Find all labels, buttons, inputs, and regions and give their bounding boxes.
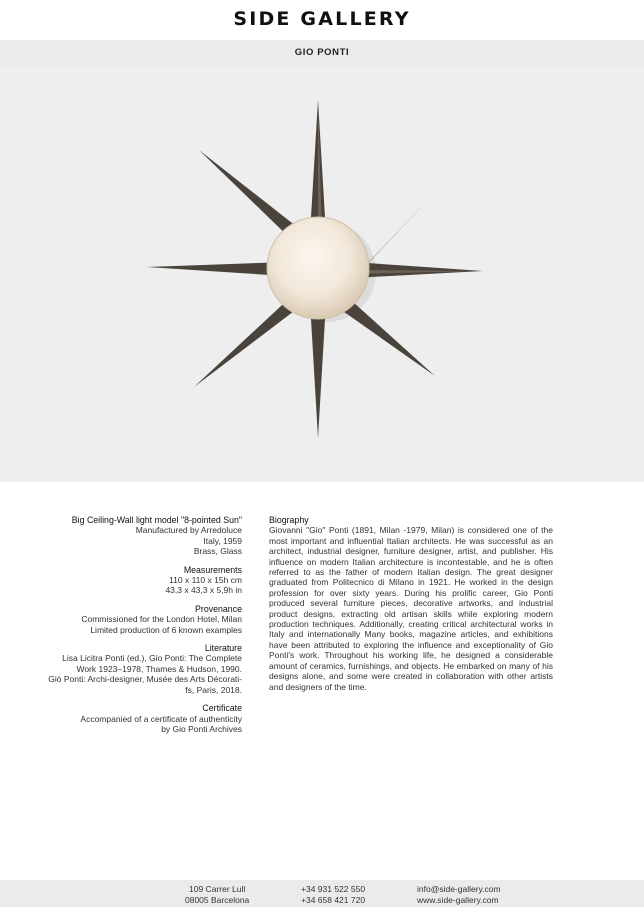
footer-address [185,884,249,906]
literature-line: Lisa Licitra Ponti (ed.), Gio Ponti: The Complete [62,653,242,664]
literature-heading: Literature [204,643,242,654]
header [0,0,644,40]
object-info [30,515,242,557]
object-title: Big Ceiling-Wall light model "8-pointed Sun" [71,515,242,525]
website-link[interactable]: www.side-gallery.com [417,895,499,905]
literature-block [30,643,242,695]
address-line: 08005 Barcelona [185,895,250,905]
measurements-block [30,565,242,596]
biography-column [269,515,553,692]
artist-bar [0,40,644,66]
certificate-block [30,703,242,734]
literature-line: Giò Ponti: Archi-designer, Musée des Arts Décorati- [48,674,242,685]
sun-lamp-image [0,66,644,482]
footer [0,880,644,907]
measurements-cm: 110 x 110 x 15h cm [169,575,242,586]
phone-number[interactable]: +34 658 421 720 [301,895,366,905]
provenance-line: Limited production of 6 known examples [90,624,242,635]
artist-name: GIO PONTI [294,47,350,58]
brand-logo: SIDE GALLERY [233,8,411,30]
measurements-in: 43,3 x 43,3 x 5,9h in [165,585,242,596]
manufacturer: Manufactured by Arredoluce [135,525,242,536]
literature-line: Work 1923–1978, Thames & Hudson, 1990. [76,663,242,674]
phone-number[interactable]: +34 931 522 550 [301,884,366,894]
biography-heading: Biography [269,515,309,525]
certificate-line: Accompanied of a certificate of authenticity [80,713,242,724]
footer-phones [301,884,365,906]
literature-line: fs, Paris, 2018. [185,684,242,695]
provenance-line: Commissioned for the London Hotel, Milan [81,614,242,625]
provenance-block [30,604,242,635]
materials: Brass, Glass [193,546,242,557]
email-link[interactable]: info@side-gallery.com [417,884,501,894]
address-line: 109 Carrer Lull [189,884,246,894]
biography-text: Giovanni "Gio" Ponti (1891, Milan -1979, Milan) is considered one of the most important and influential Italian architects. He was successful as an architect, industrial designer, furniture designer, artist, and publisher. His influence on modern Italian architecture is incontestable, and he is often referred to as the father of modern Italian design. The great designer graduated from Politecnico di Milano in 1921. He worked in the design profession for over sixty years. During his prolific career, Gio Ponti produced several furniture pieces, decorative artworks, and industrial product designs, extracting old artisan skills while exploring modern production techniques. Additionally, creating critical architectural works in Italy and internationally Many books, magazine articles, and exhibitions have been attributed to exploring the influence and exceptionality of Gio Ponti's work. Throughout his working life, he designed a considerable amount of ceramics, furnishings, and objects. He embarked on many of his designs alone, and some were created in collaboration with other artists and designers of the time. [269,525,553,692]
measurements-heading: Measurements [183,564,242,575]
glass-globe [267,217,369,319]
origin: Italy, 1959 [203,535,242,546]
product-photo [0,66,644,482]
provenance-heading: Provenance [195,603,242,614]
certificate-line: by Gio Ponti Archives [161,723,242,734]
footer-contact [417,884,501,906]
certificate-heading: Certificate [202,703,242,714]
details-column [30,515,242,742]
